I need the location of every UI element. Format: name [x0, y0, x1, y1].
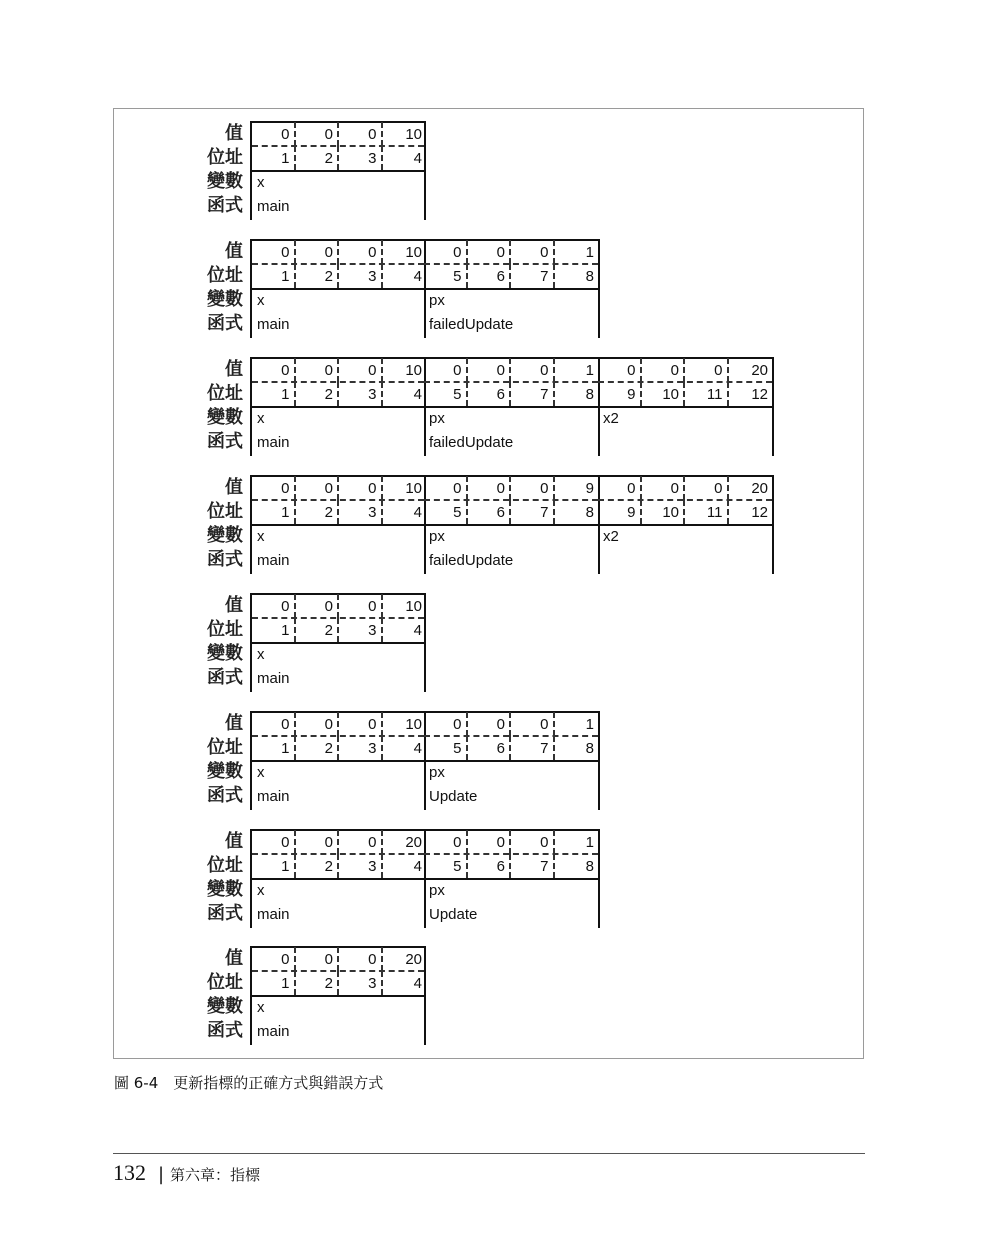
memory-diagram — [0, 818, 1000, 928]
row-label-function: 函式 — [207, 1020, 243, 1041]
address-cell: 5 — [424, 264, 468, 288]
value-cell: 0 — [685, 476, 729, 500]
stack-frame-block — [424, 711, 600, 810]
row-label-value: 值 — [225, 948, 243, 969]
value-cell: 0 — [339, 947, 383, 971]
variable-name: x — [257, 174, 265, 191]
address-cell: 6 — [468, 500, 512, 524]
address-cell: 3 — [339, 971, 383, 995]
row-label-value: 值 — [225, 241, 243, 262]
row-label-variable: 變數 — [207, 761, 243, 782]
value-cell: 0 — [642, 358, 686, 382]
value-cell: 0 — [296, 122, 340, 146]
row-label-address: 位址 — [207, 147, 243, 168]
grid-line — [252, 288, 424, 290]
stack-frame-block — [424, 475, 600, 574]
value-cell: 0 — [468, 476, 512, 500]
value-cell: 10 — [405, 716, 422, 733]
value-cell: 0 — [468, 240, 512, 264]
address-cell: 2 — [296, 382, 340, 406]
value-cell: 0 — [339, 122, 383, 146]
address-cell: 4 — [413, 740, 422, 757]
value-cell: 1 — [585, 834, 594, 851]
address-cell: 2 — [296, 736, 340, 760]
row-label-variable: 變數 — [207, 171, 243, 192]
address-cell: 1 — [252, 618, 296, 642]
value-cell: 20 — [405, 834, 422, 851]
address-cell: 3 — [339, 618, 383, 642]
value-cell: 0 — [296, 358, 340, 382]
address-cell: 3 — [339, 500, 383, 524]
value-cell: 0 — [339, 240, 383, 264]
value-cell: 10 — [405, 598, 422, 615]
address-cell: 10 — [642, 500, 686, 524]
value-cell: 0 — [339, 830, 383, 854]
variable-name: x — [257, 882, 265, 899]
address-cell: 4 — [413, 268, 422, 285]
address-cell: 8 — [585, 504, 594, 521]
value-cell: 0 — [339, 712, 383, 736]
function-name: main — [257, 906, 290, 923]
grid-line — [252, 170, 424, 172]
address-cell: 4 — [413, 150, 422, 167]
memory-diagram — [0, 346, 1000, 456]
address-cell: 1 — [252, 382, 296, 406]
grid-line — [424, 406, 598, 408]
variable-name: px — [429, 882, 445, 899]
footer-rule — [113, 1153, 865, 1154]
value-cell: 0 — [296, 712, 340, 736]
function-name: Update — [429, 906, 478, 923]
row-label-address: 位址 — [207, 972, 243, 993]
row-label-value: 值 — [225, 831, 243, 852]
grid-line — [424, 878, 598, 880]
address-cell: 3 — [339, 736, 383, 760]
row-label-function: 函式 — [207, 431, 243, 452]
address-cell: 5 — [424, 854, 468, 878]
address-cell: 2 — [296, 500, 340, 524]
row-label-value: 值 — [225, 595, 243, 616]
address-cell: 7 — [511, 382, 555, 406]
value-cell: 0 — [511, 358, 555, 382]
address-cell: 4 — [413, 858, 422, 875]
grid-line — [252, 642, 424, 644]
stack-frame-block — [250, 239, 426, 338]
address-cell: 2 — [296, 146, 340, 170]
address-cell: 7 — [511, 500, 555, 524]
grid-line — [252, 995, 424, 997]
variable-name: px — [429, 528, 445, 545]
variable-name: x — [257, 764, 265, 781]
value-cell: 10 — [405, 244, 422, 261]
value-cell: 0 — [468, 830, 512, 854]
value-cell: 0 — [296, 947, 340, 971]
row-label-variable: 變數 — [207, 643, 243, 664]
address-cell: 11 — [685, 500, 729, 524]
grid-line — [252, 406, 424, 408]
row-label-value: 值 — [225, 359, 243, 380]
footer-separator: | — [158, 1164, 165, 1185]
row-label-function: 函式 — [207, 549, 243, 570]
value-cell: 0 — [296, 830, 340, 854]
grid-line — [424, 288, 598, 290]
row-label-address: 位址 — [207, 265, 243, 286]
address-cell: 12 — [751, 504, 768, 521]
address-cell: 8 — [585, 268, 594, 285]
value-cell: 1 — [585, 244, 594, 261]
address-cell: 1 — [252, 854, 296, 878]
value-cell: 0 — [598, 476, 642, 500]
value-cell: 0 — [252, 947, 296, 971]
function-name: main — [257, 1023, 290, 1040]
variable-name: x — [257, 528, 265, 545]
memory-diagram — [0, 700, 1000, 810]
stack-frame-block — [598, 475, 774, 574]
grid-line — [252, 524, 424, 526]
row-label-address: 位址 — [207, 501, 243, 522]
address-cell: 11 — [685, 382, 729, 406]
grid-line — [598, 524, 772, 526]
address-cell: 10 — [642, 382, 686, 406]
address-cell: 6 — [468, 854, 512, 878]
stack-frame-block — [250, 711, 426, 810]
chapter-title: 第六章：指標 — [170, 1166, 261, 1184]
address-cell: 6 — [468, 382, 512, 406]
stack-frame-block — [424, 239, 600, 338]
row-label-address: 位址 — [207, 737, 243, 758]
row-label-address: 位址 — [207, 383, 243, 404]
memory-diagram — [0, 110, 1000, 220]
row-label-value: 值 — [225, 477, 243, 498]
row-label-address: 位址 — [207, 855, 243, 876]
address-cell: 1 — [252, 736, 296, 760]
variable-name: x — [257, 292, 265, 309]
address-cell: 3 — [339, 854, 383, 878]
stack-frame-block — [424, 829, 600, 928]
value-cell: 0 — [424, 476, 468, 500]
variable-name: px — [429, 292, 445, 309]
row-label-function: 函式 — [207, 313, 243, 334]
value-cell: 0 — [339, 476, 383, 500]
function-name: main — [257, 434, 290, 451]
variable-name: x — [257, 999, 265, 1016]
address-cell: 4 — [413, 386, 422, 403]
address-cell: 3 — [339, 146, 383, 170]
function-name: failedUpdate — [429, 552, 514, 569]
row-label-function: 函式 — [207, 903, 243, 924]
stack-frame-block — [250, 357, 426, 456]
function-name: main — [257, 788, 290, 805]
address-cell: 7 — [511, 736, 555, 760]
function-name: failedUpdate — [429, 434, 514, 451]
value-cell: 20 — [751, 362, 768, 379]
row-label-variable: 變數 — [207, 996, 243, 1017]
row-label-value: 值 — [225, 713, 243, 734]
value-cell: 0 — [252, 830, 296, 854]
value-cell: 0 — [468, 712, 512, 736]
value-cell: 1 — [585, 716, 594, 733]
value-cell: 0 — [252, 712, 296, 736]
address-cell: 2 — [296, 618, 340, 642]
row-label-function: 函式 — [207, 667, 243, 688]
address-cell: 1 — [252, 264, 296, 288]
value-cell: 0 — [296, 476, 340, 500]
value-cell: 0 — [511, 830, 555, 854]
stack-frame-block — [250, 829, 426, 928]
function-name: Update — [429, 788, 478, 805]
value-cell: 10 — [405, 362, 422, 379]
value-cell: 0 — [424, 712, 468, 736]
address-cell: 1 — [252, 146, 296, 170]
function-name: main — [257, 552, 290, 569]
grid-line — [252, 760, 424, 762]
address-cell: 2 — [296, 264, 340, 288]
address-cell: 2 — [296, 854, 340, 878]
address-cell: 5 — [424, 500, 468, 524]
address-cell: 8 — [585, 858, 594, 875]
address-cell: 8 — [585, 740, 594, 757]
variable-name: x2 — [603, 528, 619, 545]
function-name: failedUpdate — [429, 316, 514, 333]
row-label-variable: 變數 — [207, 407, 243, 428]
grid-line — [424, 760, 598, 762]
value-cell: 10 — [405, 126, 422, 143]
stack-frame-block — [250, 121, 426, 220]
value-cell: 10 — [405, 480, 422, 497]
grid-line — [252, 878, 424, 880]
address-cell: 3 — [339, 382, 383, 406]
value-cell: 0 — [511, 476, 555, 500]
value-cell: 0 — [424, 358, 468, 382]
memory-diagram — [0, 464, 1000, 574]
address-cell: 1 — [252, 500, 296, 524]
row-label-function: 函式 — [207, 785, 243, 806]
grid-line — [598, 406, 772, 408]
address-cell: 2 — [296, 971, 340, 995]
page-number: 132 — [113, 1160, 146, 1185]
value-cell: 0 — [252, 122, 296, 146]
grid-line — [424, 524, 598, 526]
row-label-variable: 變數 — [207, 879, 243, 900]
value-cell: 0 — [339, 594, 383, 618]
stack-frame-block — [250, 946, 426, 1045]
figure-caption: 圖 6-4 更新指標的正確方式與錯誤方式 — [114, 1074, 384, 1092]
value-cell: 0 — [468, 358, 512, 382]
stack-frame-block — [598, 357, 774, 456]
value-cell: 0 — [511, 712, 555, 736]
address-cell: 1 — [252, 971, 296, 995]
address-cell: 5 — [424, 736, 468, 760]
address-cell: 6 — [468, 264, 512, 288]
variable-name: x — [257, 646, 265, 663]
variable-name: x — [257, 410, 265, 427]
value-cell: 0 — [424, 240, 468, 264]
address-cell: 4 — [413, 504, 422, 521]
value-cell: 0 — [296, 594, 340, 618]
value-cell: 0 — [252, 240, 296, 264]
value-cell: 0 — [296, 240, 340, 264]
address-cell: 6 — [468, 736, 512, 760]
address-cell: 5 — [424, 382, 468, 406]
memory-diagram — [0, 228, 1000, 338]
stack-frame-block — [250, 475, 426, 574]
value-cell: 0 — [685, 358, 729, 382]
address-cell: 7 — [511, 854, 555, 878]
value-cell: 0 — [252, 358, 296, 382]
address-cell: 8 — [585, 386, 594, 403]
address-cell: 4 — [413, 975, 422, 992]
row-label-variable: 變數 — [207, 289, 243, 310]
row-label-variable: 變數 — [207, 525, 243, 546]
value-cell: 0 — [252, 476, 296, 500]
row-label-address: 位址 — [207, 619, 243, 640]
function-name: main — [257, 316, 290, 333]
address-cell: 9 — [598, 382, 642, 406]
value-cell: 20 — [751, 480, 768, 497]
row-label-value: 值 — [225, 123, 243, 144]
value-cell: 0 — [642, 476, 686, 500]
address-cell: 7 — [511, 264, 555, 288]
address-cell: 12 — [751, 386, 768, 403]
address-cell: 4 — [413, 622, 422, 639]
value-cell: 0 — [511, 240, 555, 264]
value-cell: 1 — [585, 362, 594, 379]
value-cell: 20 — [405, 951, 422, 968]
value-cell: 0 — [339, 358, 383, 382]
variable-name: x2 — [603, 410, 619, 427]
variable-name: px — [429, 764, 445, 781]
address-cell: 3 — [339, 264, 383, 288]
value-cell: 0 — [598, 358, 642, 382]
function-name: main — [257, 198, 290, 215]
memory-diagram — [0, 582, 1000, 692]
stack-frame-block — [424, 357, 600, 456]
memory-diagram — [0, 935, 1000, 1045]
function-name: main — [257, 670, 290, 687]
value-cell: 0 — [252, 594, 296, 618]
value-cell: 0 — [424, 830, 468, 854]
variable-name: px — [429, 410, 445, 427]
address-cell: 9 — [598, 500, 642, 524]
stack-frame-block — [250, 593, 426, 692]
value-cell: 9 — [585, 480, 594, 497]
row-label-function: 函式 — [207, 195, 243, 216]
